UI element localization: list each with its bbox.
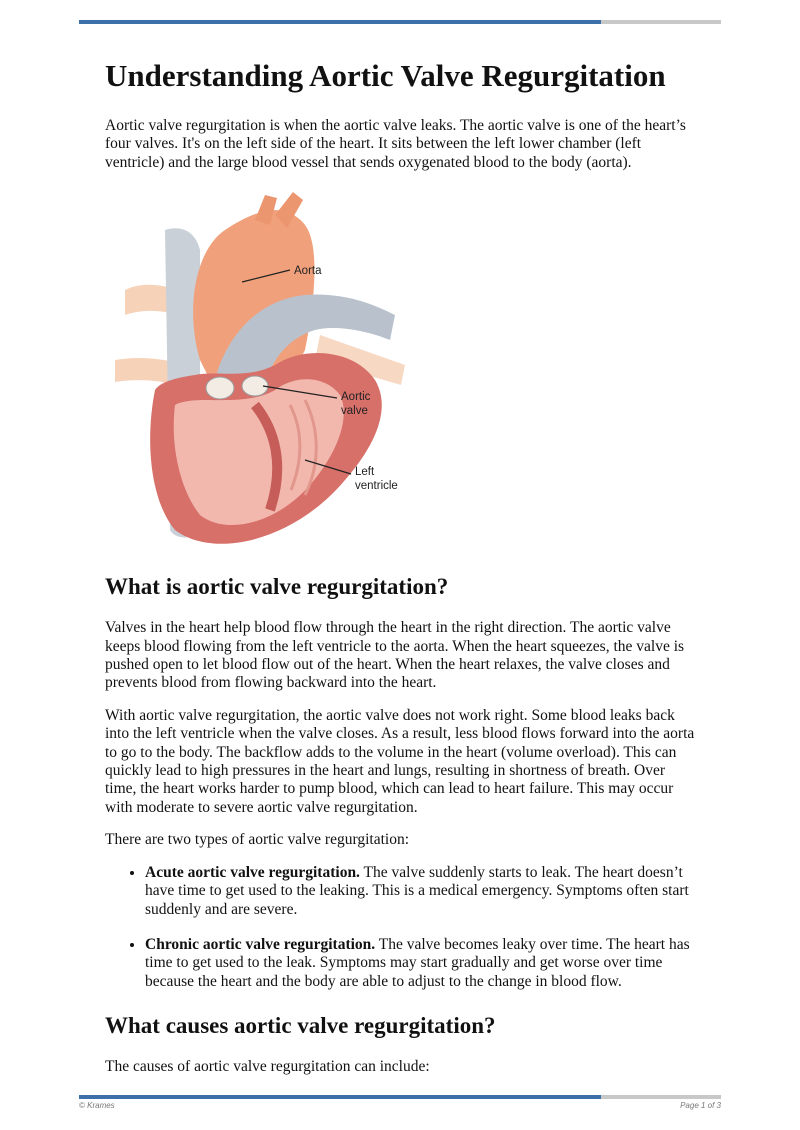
document-body [105,56,697,1091]
bottom-progress-fill [79,1095,601,1099]
list-item-term: Acute aortic valve regurgitation. [145,863,360,881]
pulmonary-valve [206,377,234,399]
label-left-ventricle-2: ventricle [355,480,398,493]
top-progress-fill [79,20,601,24]
footer-copyright: © Krames [79,1101,115,1110]
list-item-text: The valve suddenly starts to leak. The heart doesn’t have time to get used to the leaking. This is a medical emergency. Symptoms often start suddenly and are severe. [145,863,689,918]
section1-paragraph-2: With aortic valve regurgitation, the aortic valve does not work right. Some blood leaks back into the left ventricle when the valve closes. As a result, less blood flows forward into the aorta to go to the body. The backflow adds to the volume in the heart (volume overload). This can quickly lead to high pressures in the heart and lungs, resulting in shortness of breath. Over time, the heart works harder to pump blood, which can lead to heart failure. This may occur with moderate to severe aortic valve regurgitation. [105,706,695,816]
label-left-ventricle-1: Left [355,466,375,479]
label-aortic-valve-1: Aortic [341,391,371,404]
top-progress-bar [79,20,721,24]
section1-paragraph-3: There are two types of aortic valve regurgitation: [105,831,409,849]
list-item-text: The valve becomes leaky over time. The heart has time to get used to the leak. Symptoms may start gradually and get worse over time because the heart and the body are able to adjust to the change in blood flow. [145,935,690,990]
heart-diagram-svg [105,190,425,550]
label-aortic-valve-2: valve [341,405,368,418]
footer-page-number: Page 1 of 3 [680,1101,721,1110]
label-aorta: Aorta [294,265,322,278]
bottom-progress-bar [79,1095,721,1099]
intro-paragraph: Aortic valve regurgitation is when the aortic valve leaks. The aortic valve is one of the heart’s four valves. It's on the left side of the heart. It sits between the left lower chamber (left ventricle) and the large blood vessel that sends oxygenated blood to the body (aorta). [105,117,686,171]
types-list [105,864,697,991]
list-item [145,864,697,919]
section-heading-causes: What causes aortic valve regurgitation? [105,1013,496,1039]
section2-paragraph-1: The causes of aortic valve regurgitation can include: [105,1058,430,1076]
section1-paragraph-1: Valves in the heart help blood flow through the heart in the right direction. The aortic valve keeps blood flowing from the left ventricle to the aorta. When the heart squeezes, the valve is pushed open to let blood flow out of the heart. When the heart relaxes, the valve closes and prevents blood from flowing backward into the heart. [105,619,685,692]
section-heading-what-is: What is aortic valve regurgitation? [105,574,449,600]
page-title: Understanding Aortic Valve Regurgitation [105,58,666,93]
list-item [145,936,697,991]
heart-illustration [105,190,425,550]
list-item-term: Chronic aortic valve regurgitation. [145,935,376,953]
